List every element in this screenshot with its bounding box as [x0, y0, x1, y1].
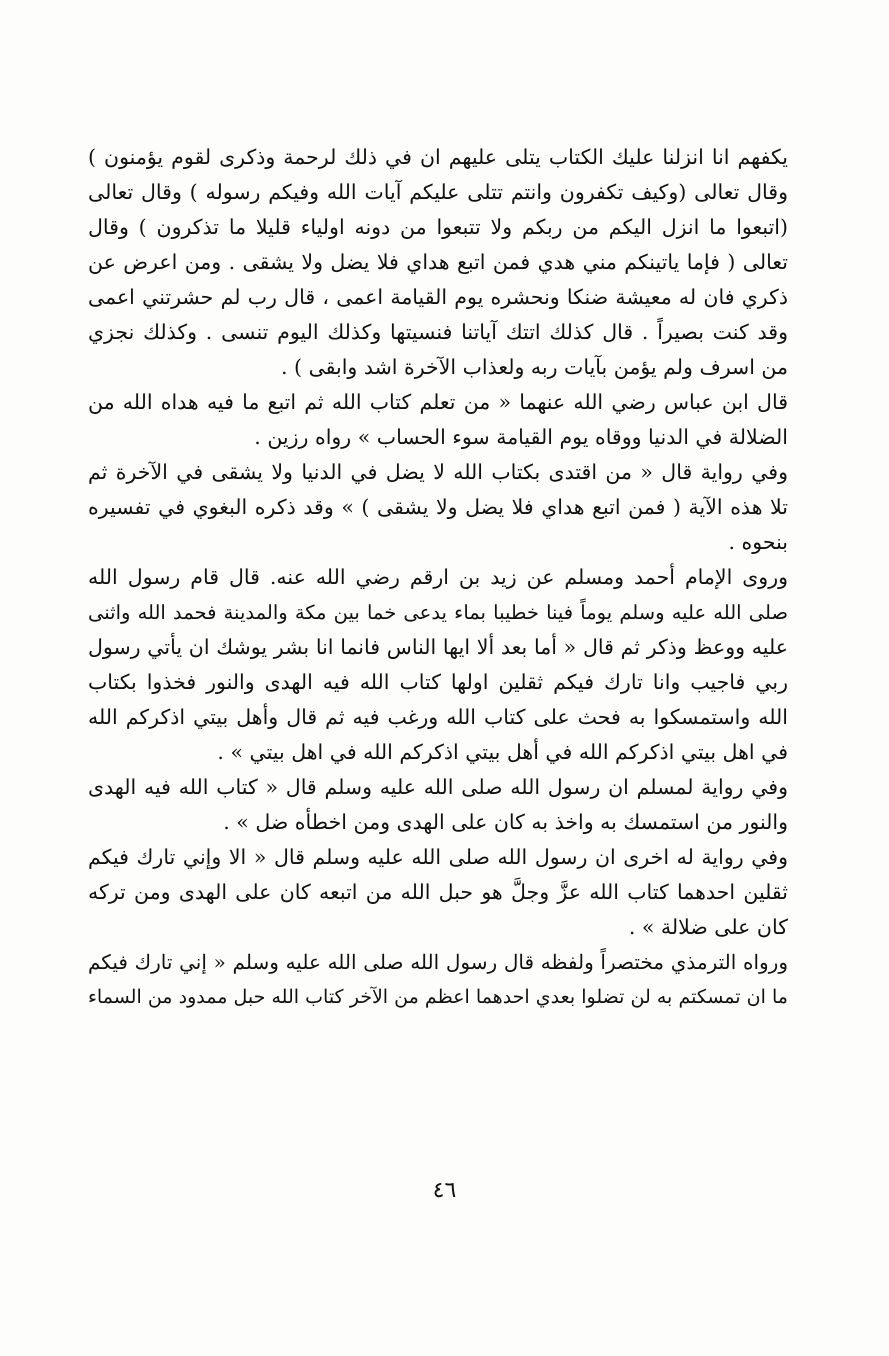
- text-line: الضلالة في الدنيا ووقاه يوم القيامة سوء الحساب » رواه رزين .: [254, 425, 788, 449]
- text-line: كان على ضلالة » .: [628, 915, 788, 939]
- text-line: تلا هذه الآية ( فمن اتبع هداي فلا يضل ولا يشقى ) » وقد ذكره البغوي في تفسيره: [88, 495, 788, 519]
- text-line: ما ان تمسكتم به لن تضلوا بعدي احدهما اعظم من الآخر كتاب الله حبل ممدود من السماء: [88, 986, 788, 1008]
- text-line: ثقلين احدهما كتاب الله عزَّ وجلَّ هو حبل الله من اتبعه كان على الهدى ومن تركه: [88, 880, 788, 904]
- text-line: وفي رواية لمسلم ان رسول الله صلى الله عليه وسلم قال « كتاب الله فيه الهدى: [88, 775, 788, 799]
- text-line: وروى الإمام أحمد ومسلم عن زيد بن ارقم رضي الله عنه. قال قام رسول الله: [88, 565, 788, 589]
- text-line: تعالى ( فإما ياتينكم مني هدي فمن اتبع هداي فلا يضل ولا يشقى . ومن اعرض عن: [88, 250, 788, 274]
- text-line: في اهل بيتي اذكركم الله في أهل بيتي اذكركم الله في اهل بيتي » .: [217, 740, 788, 764]
- text-line: (اتبعوا ما انزل اليكم من ربكم ولا تتبعوا من دونه اولياء قليلا ما تذكرون ) وقال: [88, 215, 788, 239]
- body-text: [88, 140, 788, 1015]
- page-number: ٤٦: [432, 1178, 457, 1203]
- text-line: والنور من استمسك به واخذ به كان على الهدى ومن اخطأه ضل » .: [223, 810, 788, 834]
- text-line: ورواه الترمذي مختصراً ولفظه قال رسول الله صلى الله عليه وسلم « إني تارك فيكم: [88, 950, 788, 974]
- text-line: وفي رواية له اخرى ان رسول الله صلى الله عليه وسلم قال « الا وإني تارك فيكم: [88, 845, 788, 869]
- text-line: ذكري فان له معيشة ضنكا ونحشره يوم القيامة اعمى ، قال رب لم حشرتني اعمى: [88, 285, 788, 309]
- text-line: وقد كنت بصيراً . قال كذلك اتتك آياتنا فنسيتها وكذلك اليوم تنسى . وكذلك نجزي: [88, 320, 788, 344]
- text-line: يكفهم انا انزلنا عليك الكتاب يتلى عليهم ان في ذلك لرحمة وذكرى لقوم يؤمنون ): [88, 145, 788, 169]
- text-line: من اسرف ولم يؤمن بآيات ربه ولعذاب الآخرة اشد وابقى ) .: [281, 355, 788, 379]
- text-line: صلى الله عليه وسلم يوماً فينا خطيبا بماء يدعى خما بين مكة والمدينة فحمد الله واثنى: [88, 601, 788, 624]
- text-line: وفي رواية قال « من اقتدى بكتاب الله لا يضل في الدنيا ولا يشقى في الآخرة ثم: [88, 460, 788, 484]
- text-line: قال ابن عباس رضي الله عنهما « من تعلم كتاب الله ثم اتبع ما فيه هداه الله من: [88, 390, 788, 414]
- text-line: الله واستمسكوا به فحث على كتاب الله ورغب فيه ثم قال وأهل بيتي اذكركم الله: [88, 705, 788, 729]
- text-line: بنحوه .: [728, 530, 788, 554]
- text-line: عليه ووعظ وذكر ثم قال « أما بعد ألا ايها الناس فانما انا بشر يوشك ان يأتي رسول: [88, 635, 788, 659]
- text-line: ربي فاجيب وانا تارك فيكم ثقلين اولها كتاب الله فيه الهدى والنور فخذوا بكتاب: [88, 670, 788, 694]
- text-line: وقال تعالى (وكيف تكفرون وانتم تتلى عليكم آيات الله وفيكم رسوله ) وقال تعالى: [88, 180, 788, 204]
